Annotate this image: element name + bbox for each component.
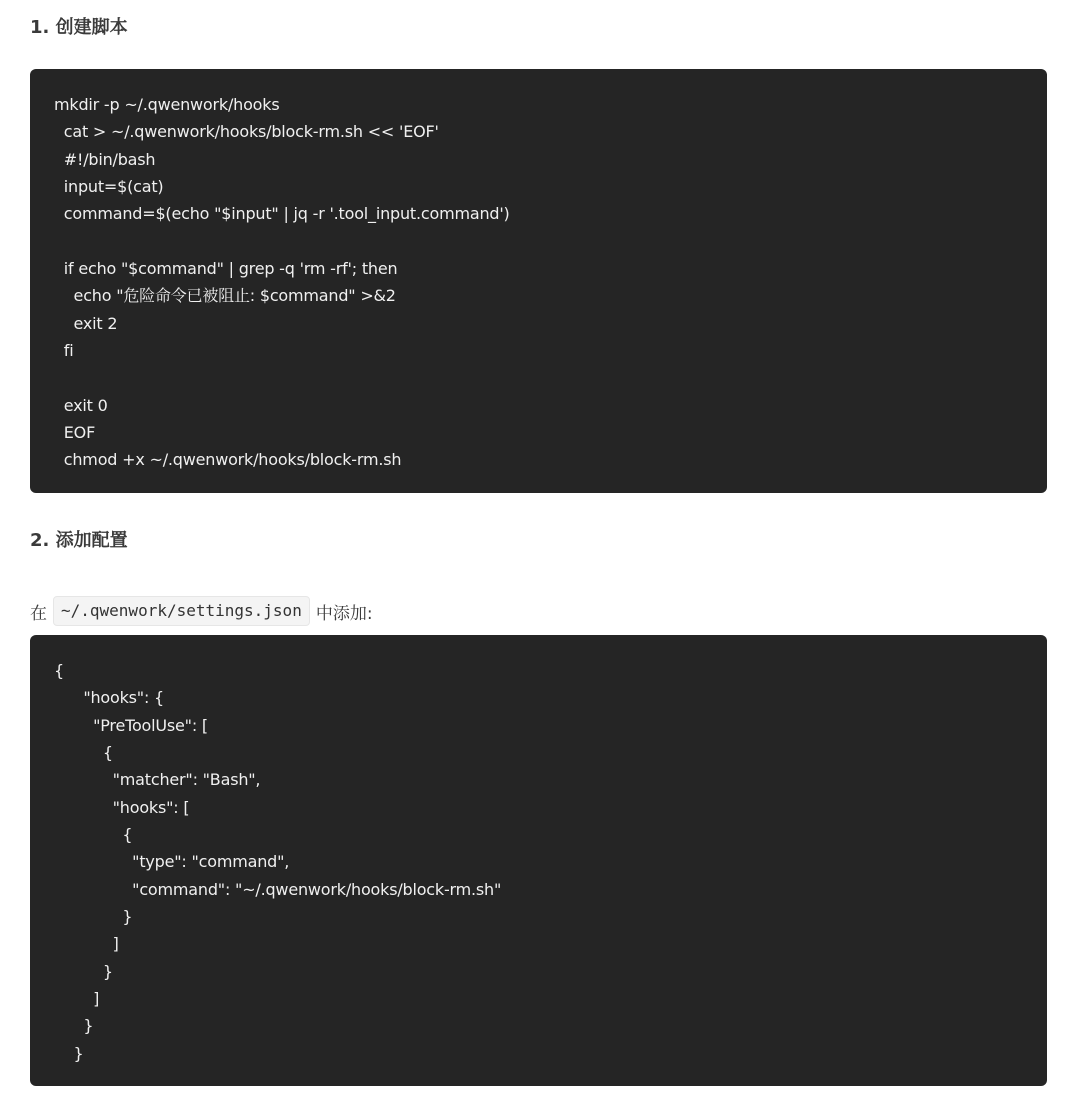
code-line: ] — [54, 934, 119, 954]
code-line: mkdir -p ~/.qwenwork/hooks — [54, 95, 280, 114]
section-heading-create-script: 1. 创建脚本 — [30, 17, 128, 38]
code-line: } — [54, 1016, 94, 1036]
code-line: { — [54, 825, 133, 845]
instruction-suffix: 中添加: — [315, 603, 373, 624]
code-line: command=$(echo "$input" | jq -r '.tool_input.command') — [54, 204, 510, 224]
code-line: } — [54, 907, 133, 927]
code-line: exit 2 — [54, 313, 118, 333]
code-block-script[interactable] — [30, 69, 1047, 493]
code-line: } — [54, 961, 113, 981]
code-line: "type": "command", — [54, 852, 290, 872]
code-line: "hooks": [ — [54, 797, 190, 817]
code-line: cat > ~/.qwenwork/hooks/block-rm.sh << 'EOF' — [54, 122, 439, 142]
settings-path-code: ~/.qwenwork/settings.json — [53, 596, 310, 626]
code-line — [54, 228, 1047, 255]
code-line: "matcher": "Bash", — [54, 770, 261, 790]
code-line: EOF — [54, 423, 96, 443]
code-block-settings-json[interactable] — [30, 635, 1047, 1086]
config-instruction — [30, 595, 373, 627]
code-line: input=$(cat) — [54, 177, 164, 197]
code-line: fi — [54, 341, 74, 361]
instruction-prefix: 在 — [30, 603, 47, 624]
code-line: ] — [54, 989, 100, 1009]
code-line: "command": "~/.qwenwork/hooks/block-rm.sh" — [54, 879, 502, 899]
code-line: "hooks": { — [54, 688, 165, 708]
code-line: "PreToolUse": [ — [54, 715, 208, 735]
code-line: echo "危险命令已被阻止: $command" >&2 — [54, 286, 396, 306]
code-line: { — [54, 743, 113, 763]
code-line: chmod +x ~/.qwenwork/hooks/block-rm.sh — [54, 450, 402, 470]
section-heading-add-config: 2. 添加配置 — [30, 530, 128, 551]
code-line: { — [54, 661, 64, 680]
code-line — [54, 364, 1047, 391]
code-line: #!/bin/bash — [54, 149, 156, 169]
code-line: if echo "$command" | grep -q 'rm -rf'; then — [54, 259, 398, 279]
code-line: exit 0 — [54, 395, 108, 415]
code-line: } — [54, 1043, 84, 1063]
